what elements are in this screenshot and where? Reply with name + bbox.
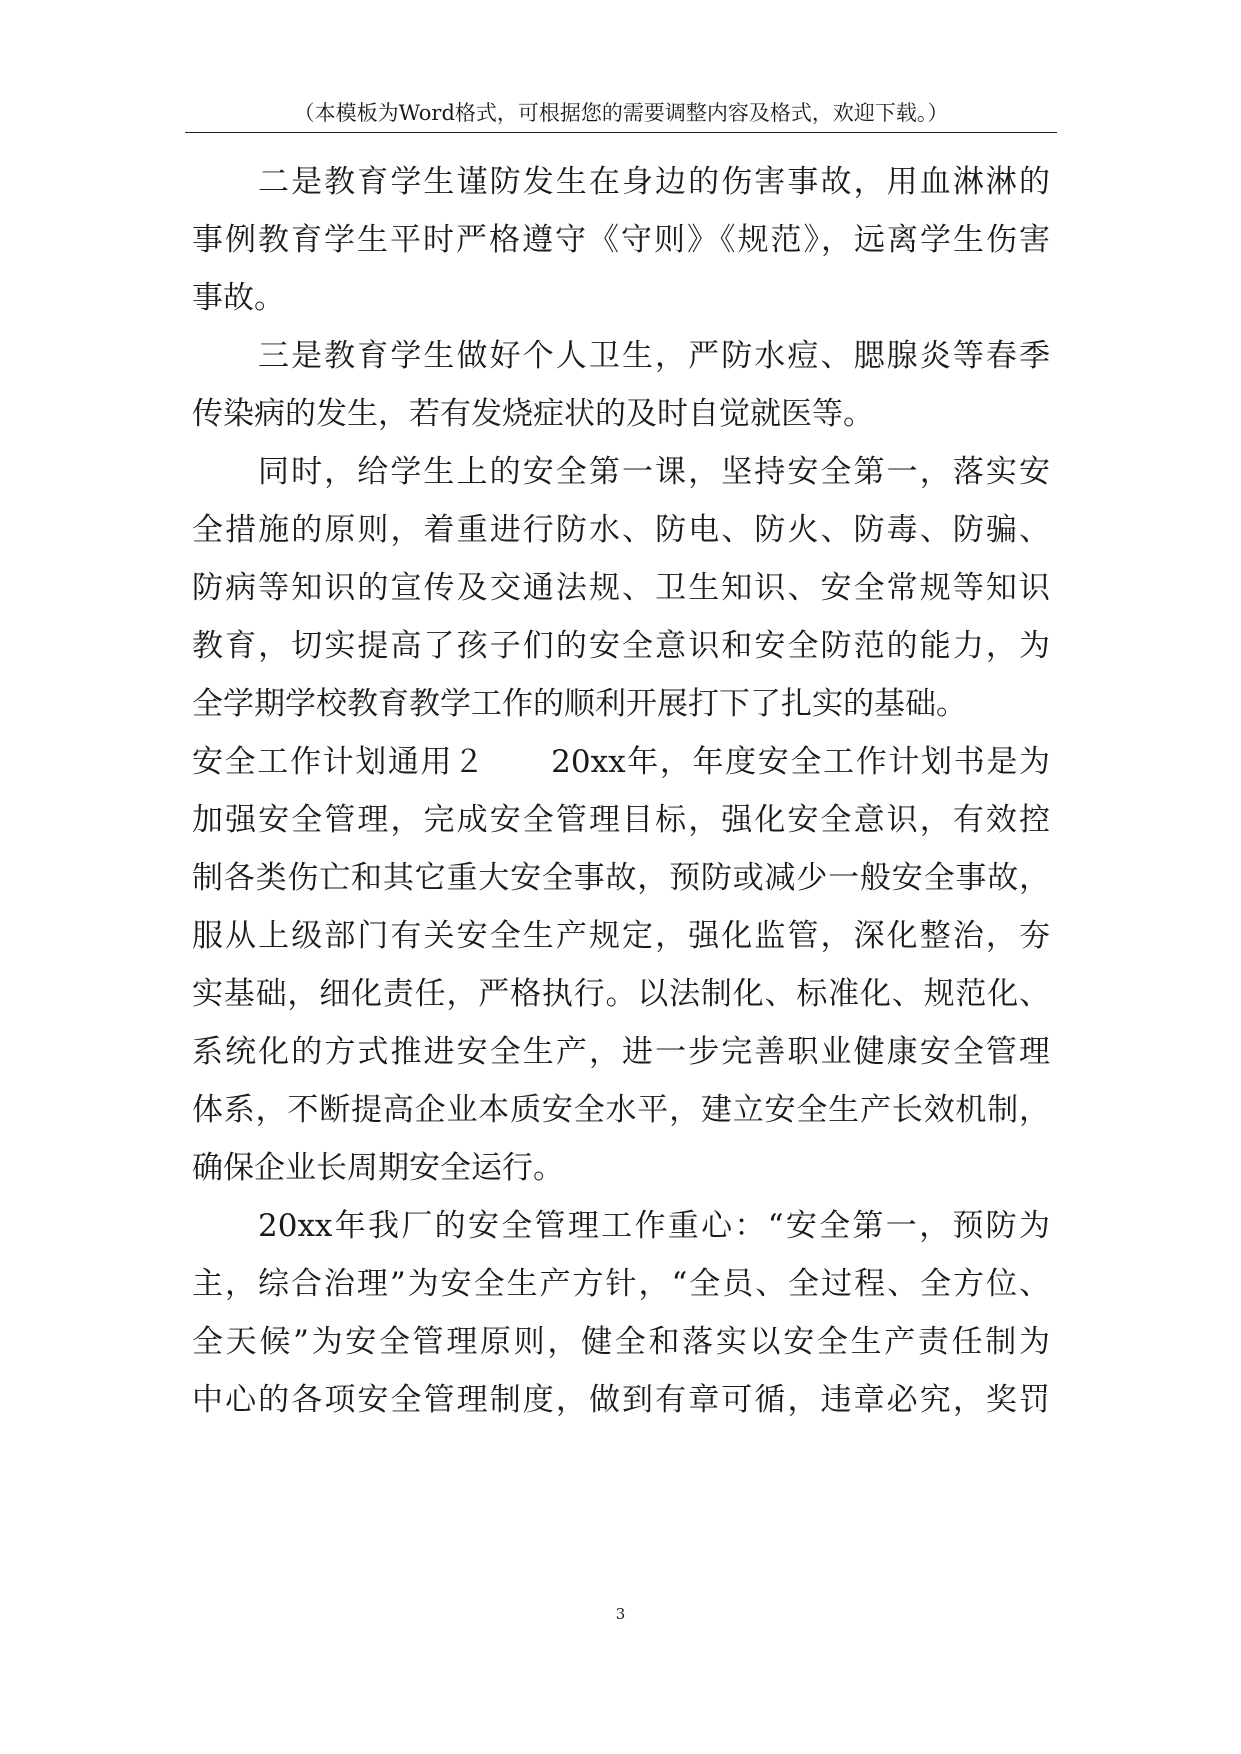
text-line: 确保企业长周期安全运行。 [192, 1150, 564, 1186]
text-line: 教育，切实提高了孩子们的安全意识和安全防范的能力，为 [192, 628, 1050, 664]
header-divider [185, 132, 1057, 133]
text-line: 事故。 [192, 280, 285, 316]
text-line: 事例教育学生平时严格遵守《守则》《规范》，远离学生伤害 [192, 222, 1050, 258]
text-line: 二是教育学生谨防发生在身边的伤害事故，用血淋淋的 [258, 164, 1050, 200]
text-line: 制各类伤亡和其它重大安全事故，预防或减少一般安全事故， [192, 860, 1050, 896]
text-line: 中心的各项安全管理制度，做到有章可循，违章必究，奖罚 [192, 1382, 1050, 1418]
text-line: 20xx年我厂的安全管理工作重心：“安全第一，预防为 [258, 1208, 1050, 1244]
text-line: 全措施的原则，着重进行防水、防电、防火、防毒、防骗、 [192, 512, 1050, 548]
template-notice: （本模板为Word格式，可根据您的需要调整内容及格式，欢迎下载。） [293, 101, 949, 125]
text-line: 全天候”为安全管理原则，健全和落实以安全生产责任制为 [192, 1324, 1050, 1360]
text-line: 体系，不断提高企业本质安全水平，建立安全生产长效机制， [192, 1092, 1050, 1128]
text-line: 主，综合治理”为安全生产方针，“全员、全过程、全方位、 [192, 1266, 1050, 1302]
page-number: 3 [615, 1605, 626, 1623]
text-line: 服从上级部门有关安全生产规定，强化监管，深化整治，夯 [192, 918, 1050, 954]
text-line: 传染病的发生，若有发烧症状的及时自觉就医等。 [192, 396, 874, 432]
text-line: 系统化的方式推进安全生产，进一步完善职业健康安全管理 [192, 1034, 1050, 1070]
text-line: 实基础，细化责任，严格执行。以法制化、标准化、规范化、 [192, 976, 1050, 1012]
text-line: 安全工作计划通用２ 20xx年，年度安全工作计划书是为 [192, 744, 1050, 780]
text-line: 同时，给学生上的安全第一课，坚持安全第一，落实安 [258, 454, 1050, 490]
text-line: 防病等知识的宣传及交通法规、卫生知识、安全常规等知识 [192, 570, 1050, 606]
text-line: 三是教育学生做好个人卫生，严防水痘、腮腺炎等春季 [258, 338, 1050, 374]
text-line: 加强安全管理，完成安全管理目标，强化安全意识，有效控 [192, 802, 1050, 838]
text-line: 全学期学校教育教学工作的顺利开展打下了扎实的基础。 [192, 686, 967, 722]
